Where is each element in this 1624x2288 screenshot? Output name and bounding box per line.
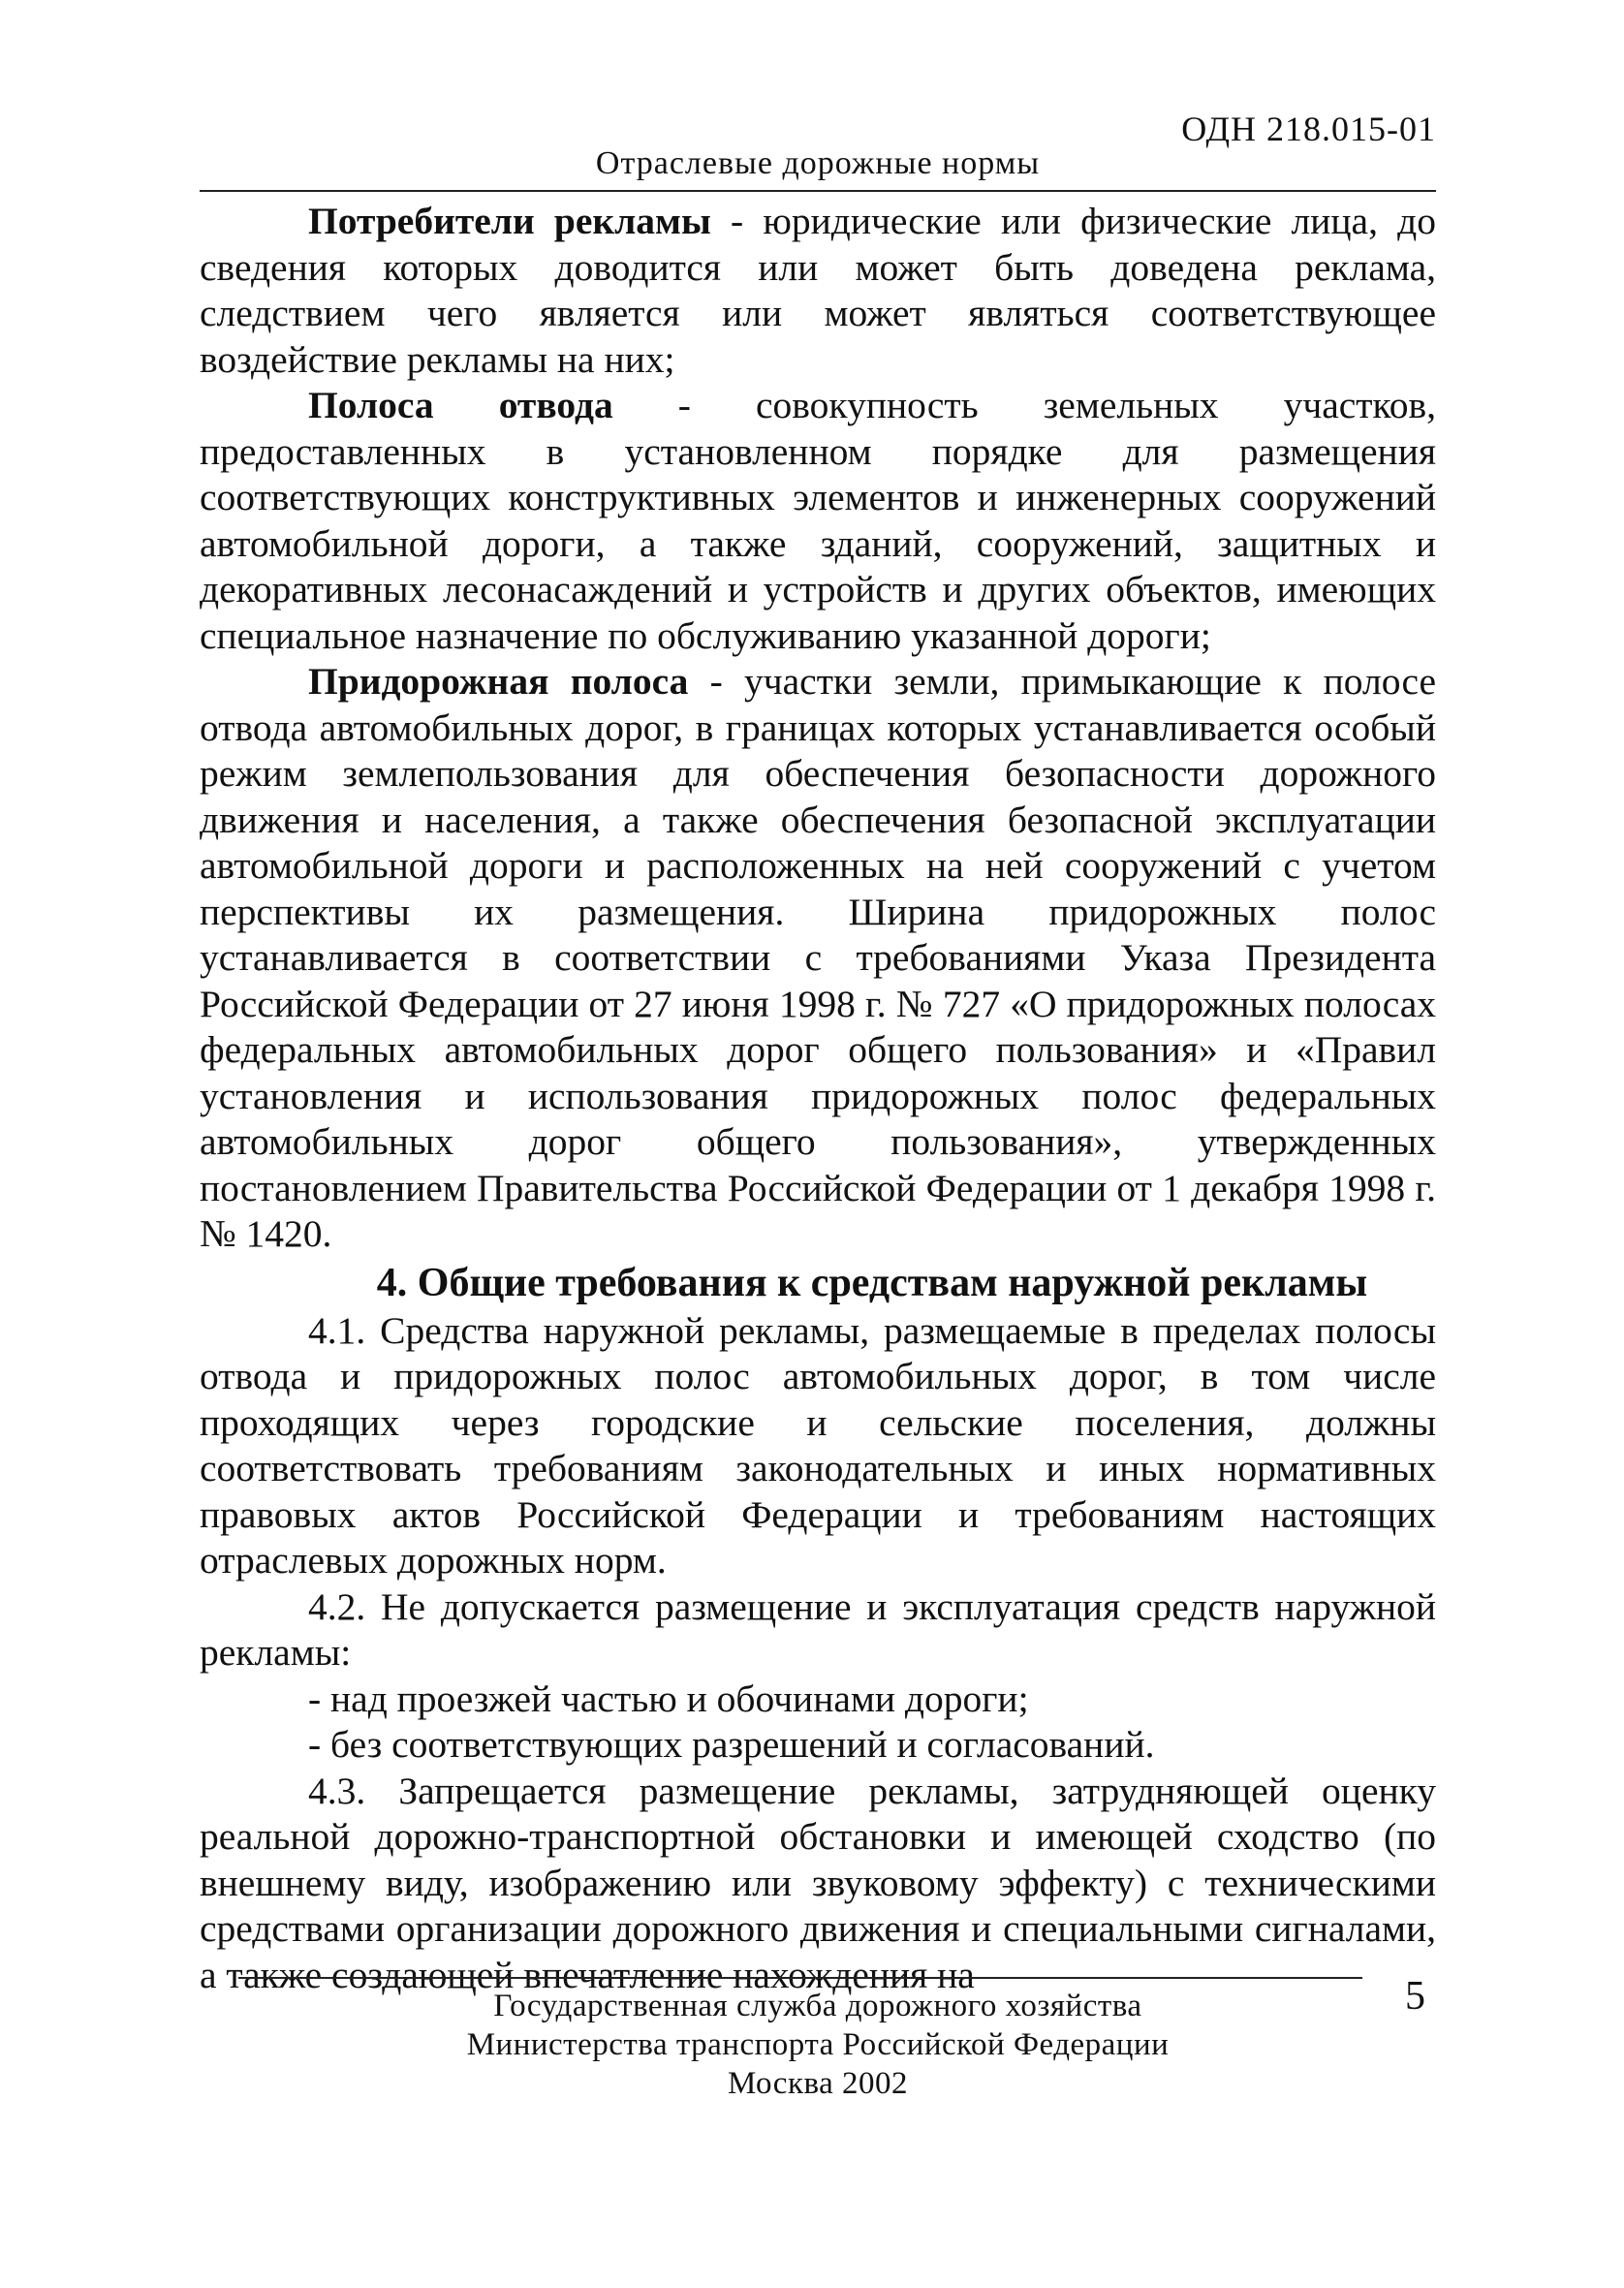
definition-paragraph: [200, 383, 1436, 659]
running-title: Отраслевые дорожные нормы: [595, 145, 1041, 181]
section-paragraph: 4.3. Запрещается размещение рекламы, затрудняющей оценку реальной дорожно-транспортной обстановки и имеющей сходство (по внешнему виду, изображению или звуковому эффекту) с техническими средствами организации дорожного движения и специальными сигналами, а также создающей впечатление нахождения на: [200, 1769, 1436, 1996]
list-item: - над проезжей частью и обочинами дороги;: [308, 1677, 1029, 1720]
list-item: - без соответствующих разрешений и согласований.: [308, 1723, 1155, 1766]
section-paragraph: 4.2. Не допускается размещение и эксплуатация средств наружной рекламы:: [200, 1584, 1436, 1674]
body-text: [200, 199, 1436, 1998]
definition-term: Придорожная полоса: [308, 660, 689, 703]
section-heading: 4. Общие требования к средствам наружной рекламы: [376, 1260, 1368, 1305]
publisher-line: Министерства транспорта Российской Федерации: [466, 2027, 1170, 2062]
definition-term: Полоса отвода: [308, 384, 613, 426]
definition-text: - совокупность земельных участков, предоставленных в установленном порядке для размещения соответствующих конструктивных элементов и инженерных сооружений автомобильной дороги, а также зданий, сооружений, защитных и декоративных лесонасаждений и устройств и других объектов, имеющих специальное назначение по обслуживанию указанной дороги;: [200, 384, 1436, 657]
definition-paragraph: [200, 659, 1436, 1258]
definition-text: - участки земли, примыкающие к полосе отвода автомобильных дорог, в границах которых устанавливается особый режим землепользования для обеспечения безопасности дорожного движения и населения, а также обеспечения безопасной эксплуатации автомобильной дороги и расположенных на ней сооружений с учетом перспективы их размещения. Ширина придорожных полос устанавливается в соответствии с требованиями Указа Президента Российской Федерации от 27 июня 1998 г. № 727 «О придорожных полосах федеральных автомобильных дорог общего пользования» и «Правил установления и использования придорожных полос федеральных автомобильных дорог общего пользования», утвержденных постановлением Правительства Российской Федерации от 1 декабря 1998 г. № 1420.: [200, 660, 1436, 1255]
definition-term: Потребители рекламы: [308, 200, 711, 242]
definition-text: - юридические или физические лица, до сведения которых доводится или может быть доведена реклама, следствием чего является или может являться соответствующее воздействие рекламы на них;: [200, 200, 1436, 381]
document-code: ОДН 218.015-01: [1181, 110, 1436, 148]
publisher-line: Государственная служба дорожного хозяйства: [493, 1989, 1142, 2023]
publisher-line: Москва 2002: [727, 2066, 909, 2101]
header-rule: [200, 190, 1436, 192]
page-number: 5: [1405, 1974, 1425, 2019]
footer-rule: [238, 1977, 1362, 1979]
section-paragraph: 4.1. Средства наружной рекламы, размещаемые в пределах полосы отвода и придорожных полос автомобильных дорог, в том числе проходящих через городские и сельские поселения, должны соответствовать требованиям законодательных и иных нормативных правовых актов Российской Федерации и требованиям настоящих отраслевых дорожных норм.: [200, 1308, 1436, 1582]
publisher-footer: [200, 1987, 1436, 2103]
definition-paragraph: [200, 199, 1436, 383]
